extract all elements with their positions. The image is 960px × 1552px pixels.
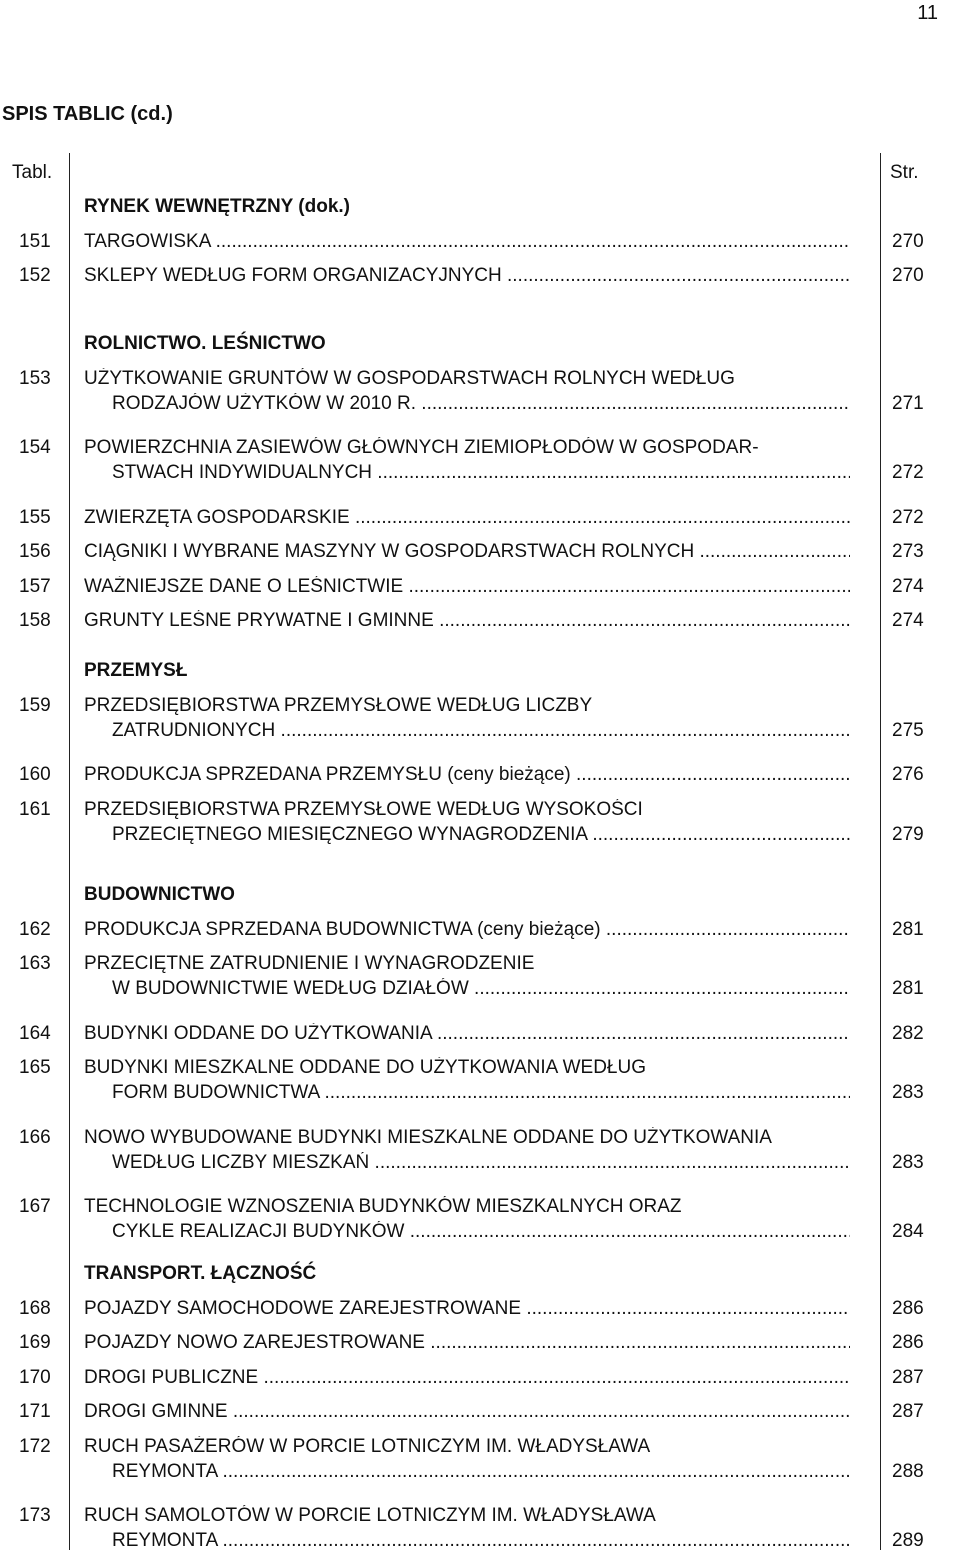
- table-number: 165: [19, 1057, 51, 1078]
- page-reference: 283: [892, 1151, 924, 1173]
- page-reference: 286: [892, 1297, 924, 1319]
- column-header-table: Tabl.: [12, 162, 53, 183]
- page-reference: 281: [892, 918, 924, 940]
- table-title-line: PRZECIĘTNE ZATRUDNIENIE I WYNAGRODZENIE: [84, 953, 535, 974]
- table-number: 171: [19, 1401, 51, 1422]
- page-reference: 287: [892, 1401, 924, 1422]
- table-title-line: BUDYNKI MIESZKALNE ODDANE DO UŻYTKOWANIA WEDŁUG: [84, 1057, 646, 1078]
- section-title: RYNEK WEWNĘTRZNY (dok.): [84, 196, 350, 217]
- table-number: 169: [19, 1332, 51, 1353]
- table-title-line: TARGOWISKA .....: [84, 231, 850, 253]
- table-title-line: WAŻNIEJSZE DANE O LEŚNICTWIE .....: [84, 576, 850, 598]
- table-number: 173: [19, 1505, 51, 1526]
- table-title-line: POJAZDY NOWO ZAREJESTROWANE .....: [84, 1332, 850, 1354]
- table-number: 152: [19, 265, 51, 286]
- section-title: BUDOWNICTWO: [84, 884, 235, 905]
- table-number: 160: [19, 764, 51, 785]
- table-number: 153: [19, 367, 51, 389]
- table-number: 154: [19, 437, 51, 458]
- table-title-line: RUCH SAMOLOTÓW W PORCIE LOTNICZYM IM. WŁADYSŁAWA: [84, 1505, 656, 1526]
- table-title-line: POJAZDY SAMOCHODOWE ZAREJESTROWANE .....: [84, 1298, 850, 1320]
- table-number: 161: [19, 798, 51, 820]
- page-reference: 289: [892, 1530, 924, 1551]
- table-title-line: DROGI PUBLICZNE .....: [84, 1367, 850, 1389]
- table-number: 168: [19, 1297, 51, 1319]
- table-number: 167: [19, 1196, 51, 1217]
- table-title-line: RODZAJÓW UŻYTKÓW W 2010 R. .....: [112, 393, 850, 415]
- table-number: 151: [19, 230, 51, 252]
- page-heading: SPIS TABLIC (cd.): [2, 103, 173, 125]
- table-number: 157: [19, 575, 51, 597]
- page-reference: 284: [892, 1221, 924, 1242]
- table-number: 166: [19, 1126, 51, 1148]
- section-title: ROLNICTWO. LEŚNICTWO: [84, 333, 326, 354]
- table-title-line: WEDŁUG LICZBY MIESZKAŃ .....: [112, 1152, 850, 1174]
- page-reference: 283: [892, 1082, 924, 1103]
- table-title-line: REYMONTA .....: [112, 1461, 850, 1483]
- page-reference: 274: [892, 610, 924, 631]
- table-title-line: POWIERZCHNIA ZASIEWÓW GŁÓWNYCH ZIEMIOPŁODÓW W GOSPODAR-: [84, 437, 759, 458]
- table-number: 164: [19, 1022, 51, 1044]
- table-number: 170: [19, 1366, 51, 1388]
- page-reference: 287: [892, 1366, 924, 1388]
- page-reference: 272: [892, 462, 924, 483]
- table-title-line: ZATRUDNIONYCH .....: [112, 720, 850, 742]
- table-title-line: PRODUKCJA SPRZEDANA PRZEMYSŁU (ceny bieżące) .....: [84, 764, 850, 786]
- table-title-line: PRZEDSIĘBIORSTWA PRZEMYSŁOWE WEDŁUG LICZBY: [84, 694, 593, 716]
- page-reference: 271: [892, 392, 924, 414]
- page-reference: 282: [892, 1022, 924, 1044]
- table-title-line: CIĄGNIKI I WYBRANE MASZYNY W GOSPODARSTWACH ROLNYCH .....: [84, 541, 850, 563]
- table-title-line: DROGI GMINNE .....: [84, 1401, 850, 1423]
- table-title-line: CYKLE REALIZACJI BUDYNKÓW .....: [112, 1221, 850, 1243]
- page-reference: 273: [892, 541, 924, 562]
- page-reference: 279: [892, 823, 924, 845]
- table-number: 162: [19, 918, 51, 940]
- table-title-line: TECHNOLOGIE WZNOSZENIA BUDYNKÓW MIESZKALNYCH ORAZ: [84, 1196, 682, 1217]
- section-title: TRANSPORT. ŁĄCZNOŚĆ: [84, 1263, 317, 1284]
- page-reference: 275: [892, 719, 924, 741]
- table-title-line: PRODUKCJA SPRZEDANA BUDOWNICTWA (ceny bieżące) .....: [84, 919, 850, 941]
- table-title-line: STWACH INDYWIDUALNYCH .....: [112, 462, 850, 484]
- table-number: 156: [19, 541, 51, 562]
- table-number: 172: [19, 1435, 51, 1457]
- page-number: 11: [917, 2, 938, 24]
- page-reference: 286: [892, 1332, 924, 1353]
- column-header-page: Str.: [890, 162, 919, 183]
- table-title-line: BUDYNKI ODDANE DO UŻYTKOWANIA .....: [84, 1023, 850, 1045]
- table-number: 158: [19, 610, 51, 631]
- table-title-line: W BUDOWNICTWIE WEDŁUG DZIAŁÓW .....: [112, 978, 850, 1000]
- table-title-line: PRZECIĘTNEGO MIESIĘCZNEGO WYNAGRODZENIA .....: [112, 824, 850, 846]
- table-number: 155: [19, 506, 51, 528]
- page-reference: 288: [892, 1460, 924, 1482]
- table-title-line: REYMONTA .....: [112, 1530, 850, 1552]
- table-title-line: SKLEPY WEDŁUG FORM ORGANIZACYJNYCH .....: [84, 265, 850, 287]
- table-title-line: UŻYTKOWANIE GRUNTÓW W GOSPODARSTWACH ROLNYCH WEDŁUG: [84, 367, 735, 389]
- table-title-line: PRZEDSIĘBIORSTWA PRZEMYSŁOWE WEDŁUG WYSOKOŚCI: [84, 798, 643, 820]
- table-title-line: NOWO WYBUDOWANE BUDYNKI MIESZKALNE ODDANE DO UŻYTKOWANIA: [84, 1126, 772, 1148]
- table-number: 159: [19, 694, 51, 716]
- page-reference: 270: [892, 265, 924, 286]
- page-reference: 270: [892, 230, 924, 252]
- section-title: PRZEMYSŁ: [84, 660, 188, 681]
- page-reference: 276: [892, 764, 924, 785]
- table-number: 163: [19, 953, 51, 974]
- page-reference: 274: [892, 575, 924, 597]
- page-reference: 281: [892, 978, 924, 999]
- table-title-line: RUCH PASAŻERÓW W PORCIE LOTNICZYM IM. WŁADYSŁAWA: [84, 1435, 651, 1457]
- table-title-line: FORM BUDOWNICTWA .....: [112, 1082, 850, 1104]
- page-reference: 272: [892, 506, 924, 528]
- table-title-line: GRUNTY LEŚNE PRYWATNE I GMINNE .....: [84, 610, 850, 632]
- table-title-line: ZWIERZĘTA GOSPODARSKIE .....: [84, 507, 850, 529]
